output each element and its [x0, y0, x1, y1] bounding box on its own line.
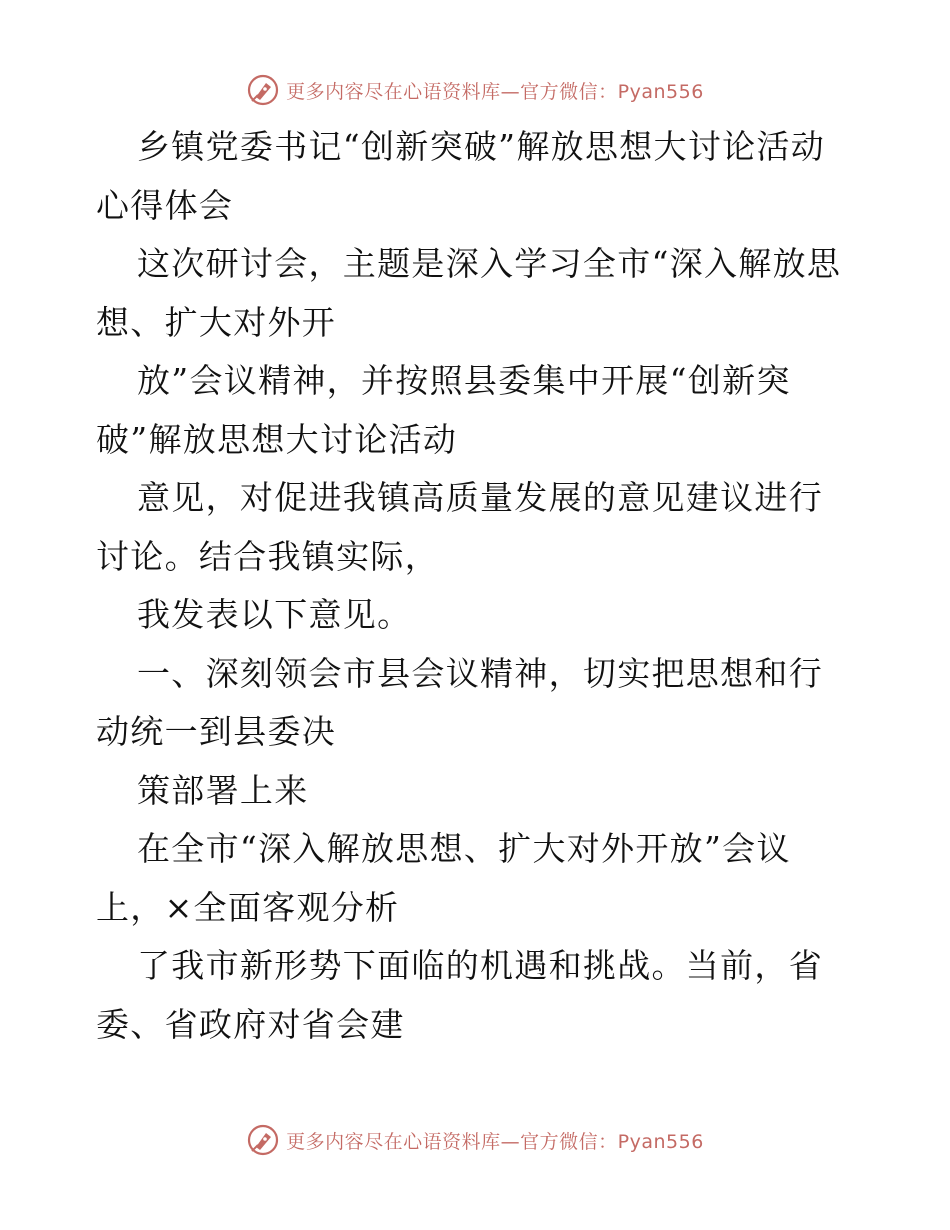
- footer-watermark: [0, 1120, 950, 1160]
- header-watermark-text: 更多内容尽在心语资料库—官方微信：Pyan556: [286, 80, 704, 103]
- paragraph: 了我市新形势下面临的机遇和挑战。当前，省委、省政府对省会建: [96, 946, 823, 1044]
- pen-nib-logo-icon: [246, 1123, 280, 1157]
- paragraph: 这次研讨会，主题是深入学习全市“深入解放思想、扩大对外开: [96, 244, 842, 342]
- paragraph: 我发表以下意见。: [137, 595, 412, 634]
- pen-nib-logo-icon: [246, 73, 280, 107]
- header-watermark: [0, 70, 950, 110]
- section-heading: 一、深刻领会市县会议精神，切实把思想和行动统一到县委决: [96, 653, 823, 751]
- paragraph: 意见，对促进我镇高质量发展的意见建议进行讨论。结合我镇实际，: [96, 478, 823, 576]
- document-body: [96, 118, 856, 1054]
- footer-watermark-text: 更多内容尽在心语资料库—官方微信：Pyan556: [286, 1130, 704, 1153]
- document-title: 乡镇党委书记“创新突破”解放思想大讨论活动心得体会: [96, 127, 826, 225]
- paragraph: 策部署上来: [137, 770, 309, 810]
- paragraph: 放”会议精神，并按照县委集中开展“创新突破”解放思想大讨论活动: [96, 361, 791, 459]
- paragraph: 在全市“深入解放思想、扩大对外开放”会议上，×全面客观分析: [96, 829, 791, 927]
